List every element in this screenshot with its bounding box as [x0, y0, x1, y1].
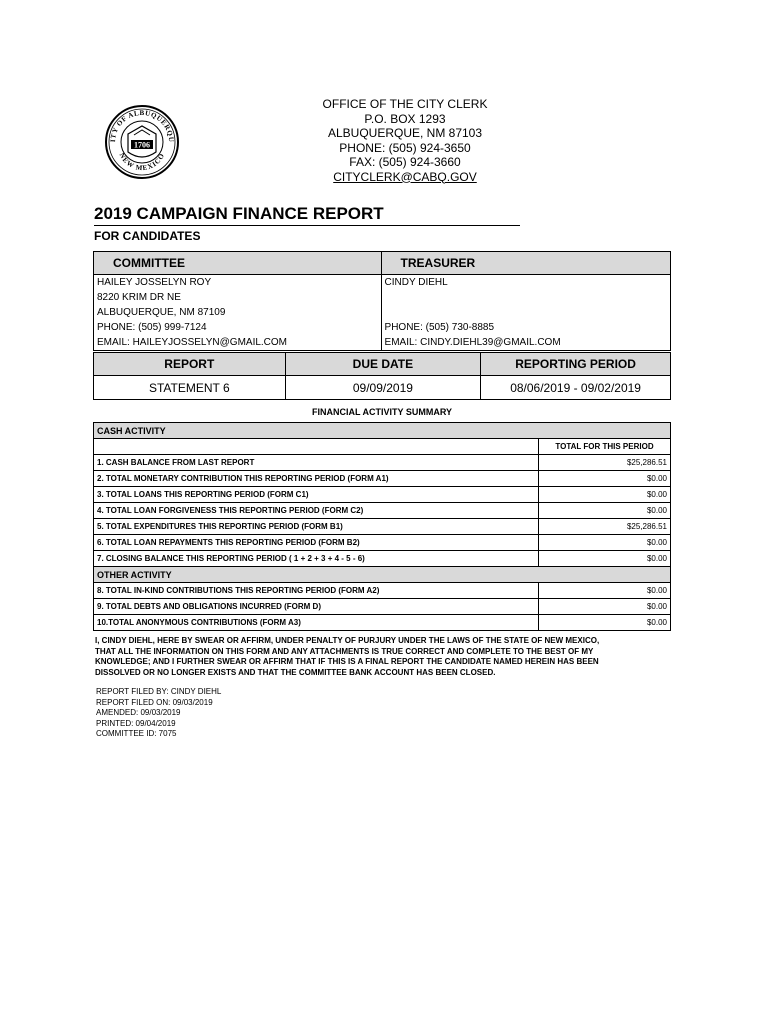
city-seal	[104, 104, 180, 180]
office-city: ALBUQUERQUE, NM 87103	[327, 126, 483, 140]
office-fax: FAX: (505) 924-3660	[349, 155, 461, 169]
row-amount: $0.00	[539, 503, 671, 519]
other-activity-header: OTHER ACTIVITY	[94, 567, 671, 583]
row-amount: $0.00	[539, 583, 671, 599]
oath-line: DISSOLVED OR NO LONGER EXISTS AND THAT THE COMMITTEE BANK ACCOUNT HAS BEEN CLOSED.	[95, 667, 496, 677]
financial-summary-table	[93, 422, 671, 631]
title-divider	[94, 225, 520, 226]
row-amount: $0.00	[539, 535, 671, 551]
filed-on: REPORT FILED ON: 09/03/2019	[96, 697, 213, 707]
row-amount: $0.00	[539, 471, 671, 487]
oath-line: THAT ALL THE INFORMATION ON THIS FORM AND ANY ATTACHMENTS IS TRUE CORRECT AND COMPLETE TO THE BEST OF MY	[95, 646, 594, 656]
committee-id: COMMITTEE ID: 7075	[96, 729, 177, 739]
table-row	[94, 487, 671, 503]
committee-address1: 8220 KRIM DR NE	[94, 290, 382, 305]
row-label: 9. TOTAL DEBTS AND OBLIGATIONS INCURRED (FORM D)	[94, 599, 539, 615]
amended-date: AMENDED: 09/03/2019	[96, 708, 181, 718]
due-date-header: DUE DATE	[285, 353, 481, 376]
office-name: OFFICE OF THE CITY CLERK	[322, 97, 488, 111]
row-label: 8. TOTAL IN-KIND CONTRIBUTIONS THIS REPORTING PERIOD (FORM A2)	[94, 583, 539, 599]
report-title: 2019 CAMPAIGN FINANCE REPORT	[94, 204, 384, 223]
row-amount: $0.00	[539, 599, 671, 615]
reporting-period-header: REPORTING PERIOD	[481, 353, 671, 376]
report-subtitle: FOR CANDIDATES	[94, 229, 201, 243]
due-date-value: 09/09/2019	[285, 376, 481, 400]
table-row	[94, 583, 671, 599]
row-label: 10.TOTAL ANONYMOUS CONTRIBUTIONS (FORM A3)	[94, 615, 539, 631]
row-label: 5. TOTAL EXPENDITURES THIS REPORTING PERIOD (FORM B1)	[94, 519, 539, 535]
report-value: STATEMENT 6	[94, 376, 286, 400]
table-row	[94, 503, 671, 519]
row-amount: $25,286.51	[539, 519, 671, 535]
oath-line: I, CINDY DIEHL, HERE BY SWEAR OR AFFIRM, UNDER PENALTY OF PURJURY UNDER THE LAWS OF THE STATE OF NEW MEXICO,	[95, 636, 600, 645]
table-row	[94, 471, 671, 487]
summary-title: FINANCIAL ACTIVITY SUMMARY	[311, 407, 452, 417]
seal-year: 1706	[134, 140, 150, 150]
treasurer-email: EMAIL: CINDY.DIEHL39@GMAIL.COM	[381, 335, 670, 351]
office-email-link[interactable]: CITYCLERK@CABQ.GOV	[333, 169, 477, 184]
row-amount: $0.00	[539, 615, 671, 631]
treasurer-name: CINDY DIEHL	[381, 275, 670, 291]
row-amount: $25,286.51	[539, 455, 671, 471]
table-row	[94, 535, 671, 551]
total-column-header: TOTAL FOR THIS PERIOD	[539, 439, 671, 455]
row-label: 7. CLOSING BALANCE THIS REPORTING PERIOD ( 1 + 2 + 3 + 4 - 5 - 6)	[94, 551, 539, 567]
filing-info	[96, 687, 221, 740]
committee-phone: PHONE: (505) 999-7124	[94, 320, 382, 335]
row-label: 6. TOTAL LOAN REPAYMENTS THIS REPORTING PERIOD (FORM B2)	[94, 535, 539, 551]
table-row	[94, 599, 671, 615]
printed-date: PRINTED: 09/04/2019	[96, 718, 176, 728]
report-header: REPORT	[94, 353, 286, 376]
table-row	[94, 615, 671, 631]
table-row	[94, 455, 671, 471]
report-info-table	[93, 352, 671, 400]
office-po-box: P.O. BOX 1293	[364, 111, 446, 126]
oath-statement	[95, 636, 667, 678]
oath-line: KNOWLEDGE; AND I FURTHER SWEAR OR AFFIRM THAT IF THIS IS A FINAL REPORT THE CANDIDATE NAMED HEREIN HAS BEEN	[95, 657, 599, 667]
filed-by: REPORT FILED BY: CINDY DIEHL	[96, 687, 222, 696]
table-row	[94, 519, 671, 535]
committee-name: HAILEY JOSSELYN ROY	[94, 275, 382, 291]
row-label: 4. TOTAL LOAN FORGIVENESS THIS REPORTING PERIOD (FORM C2)	[94, 503, 539, 519]
committee-email: EMAIL: HAILEYJOSSELYN@GMAIL.COM	[94, 335, 382, 351]
seal-ring-top-text: ITY OF ALBUQUERQU	[108, 108, 176, 143]
row-amount: $0.00	[539, 487, 671, 503]
office-header	[290, 97, 520, 184]
row-amount: $0.00	[539, 551, 671, 567]
reporting-period-value: 08/06/2019 - 09/02/2019	[481, 376, 671, 400]
seal-ring-bottom-text: NEW MEXICO	[117, 151, 167, 173]
committee-header: COMMITTEE	[94, 252, 382, 275]
office-phone: PHONE: (505) 924-3650	[339, 140, 471, 155]
row-label: 1. CASH BALANCE FROM LAST REPORT	[94, 455, 539, 471]
treasurer-phone: PHONE: (505) 730-8885	[381, 320, 670, 335]
treasurer-header: TREASURER	[381, 252, 670, 275]
table-row	[94, 551, 671, 567]
row-label: 2. TOTAL MONETARY CONTRIBUTION THIS REPORTING PERIOD (FORM A1)	[94, 471, 539, 487]
committee-treasurer-table	[93, 251, 671, 351]
row-label: 3. TOTAL LOANS THIS REPORTING PERIOD (FORM C1)	[94, 487, 539, 503]
cash-activity-header: CASH ACTIVITY	[94, 423, 671, 439]
committee-address2: ALBUQUERQUE, NM 87109	[94, 305, 382, 320]
